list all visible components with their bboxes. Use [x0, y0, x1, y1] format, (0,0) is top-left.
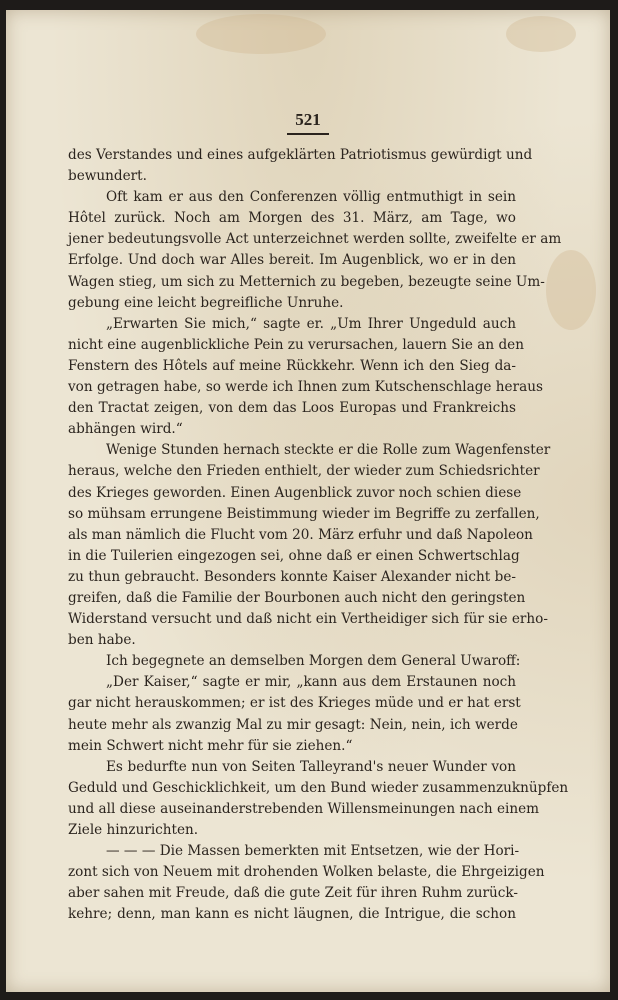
text-line: nicht eine augenblickliche Pein zu verursachen, lauern Sie an den — [68, 336, 524, 353]
text-line: des Verstandes und eines aufgeklärten Patriotismus gewürdigt und — [68, 147, 533, 163]
paper-stain — [546, 250, 596, 330]
text-line: heraus, welche den Frieden enthielt, der wieder zum Schiedsrichter — [68, 463, 540, 480]
text-line: Geduld und Geschicklichkeit, um den Bund wieder zusammenzuknüpfen — [68, 779, 569, 796]
text-line: gar nicht herauskommen; er ist des Krieges müde und er hat erst — [68, 695, 521, 712]
book-page — [6, 10, 610, 992]
text-line: „Der Kaiser,“ sagte er mir, „kann aus dem Erstaunen noch — [106, 674, 516, 691]
text-line: „Erwarten Sie mich,“ sagte er. „Um Ihrer Ungeduld auch — [106, 315, 516, 332]
text-line: Ziele hinzurichten. — [68, 822, 199, 838]
page-text-body — [68, 145, 569, 925]
text-line: gebung eine leicht begreifliche Unruhe. — [68, 294, 344, 311]
text-line: bewundert. — [68, 168, 147, 185]
text-line: und all diese auseinanderstrebenden Willensmeinungen nach einem — [68, 800, 540, 817]
text-line: — — — Die Massen bemerkten mit Entsetzen, wie der Hori- — [106, 843, 520, 860]
text-line: von getragen habe, so werde ich Ihnen zum Kutschenschlage heraus — [68, 379, 543, 396]
paper-stain — [506, 16, 576, 52]
paper-stain — [196, 14, 326, 54]
text-line: so mühsam errungene Beistimmung wieder im Begriffe zu zerfallen, — [68, 505, 540, 522]
text-line: den Tractat zeigen, von dem das Loos Europas und Frankreichs — [68, 400, 516, 417]
text-line: Widerstand versucht und daß nicht ein Vertheidiger sich für sie erho- — [68, 611, 548, 628]
text-line: ben habe. — [68, 632, 136, 649]
text-line: abhängen wird.“ — [68, 421, 183, 438]
text-line: in die Tuilerien eingezogen sei, ohne daß er einen Schwertschlag — [68, 547, 520, 564]
text-line: zu thun gebraucht. Besonders konnte Kaiser Alexander nicht be- — [68, 568, 516, 585]
text-line: als man nämlich die Flucht vom 20. März erfuhr und daß Napoleon — [68, 526, 533, 543]
text-line: Erfolge. Und doch war Alles bereit. Im Augenblick, wo er in den — [68, 252, 516, 269]
text-line: heute mehr als zwanzig Mal zu mir gesagt: Nein, nein, ich werde — [68, 716, 518, 733]
text-line: Es bedurfte nun von Seiten Talleyrand's neuer Wunder von — [106, 758, 516, 775]
page-number-container — [6, 110, 610, 135]
page-number: 521 — [287, 110, 329, 135]
text-line: jener bedeutungsvolle Act unterzeichnet werden sollte, zweifelte er am — [68, 231, 562, 248]
text-line: zont sich von Neuem mit drohenden Wolken belaste, die Ehrgeizigen — [68, 864, 545, 881]
text-line: Ich begegnete an demselben Morgen dem General Uwaroff: — [106, 653, 521, 670]
text-line: greifen, daß die Familie der Bourbonen auch nicht den geringsten — [68, 589, 526, 606]
text-line: Oft kam er aus den Conferenzen völlig entmuthigt in sein — [106, 189, 516, 206]
text-line: Fenstern des Hôtels auf meine Rückkehr. Wenn ich den Sieg da- — [68, 357, 516, 374]
text-line: aber sahen mit Freude, daß die gute Zeit für ihren Ruhm zurück- — [68, 885, 518, 902]
text-line: Hôtel zurück. Noch am Morgen des 31. März, am Tage, wo — [68, 210, 516, 227]
text-line: kehre; denn, man kann es nicht läugnen, die Intrigue, die schon — [68, 906, 516, 923]
text-line: mein Schwert nicht mehr für sie ziehen.“ — [68, 737, 353, 754]
text-line: des Krieges geworden. Einen Augenblick zuvor noch schien diese — [68, 484, 522, 501]
text-line: Wenige Stunden hernach steckte er die Rolle zum Wagenfenster — [106, 442, 551, 459]
text-line: Wagen stieg, um sich zu Metternich zu begeben, bezeugte seine Um- — [68, 273, 545, 290]
